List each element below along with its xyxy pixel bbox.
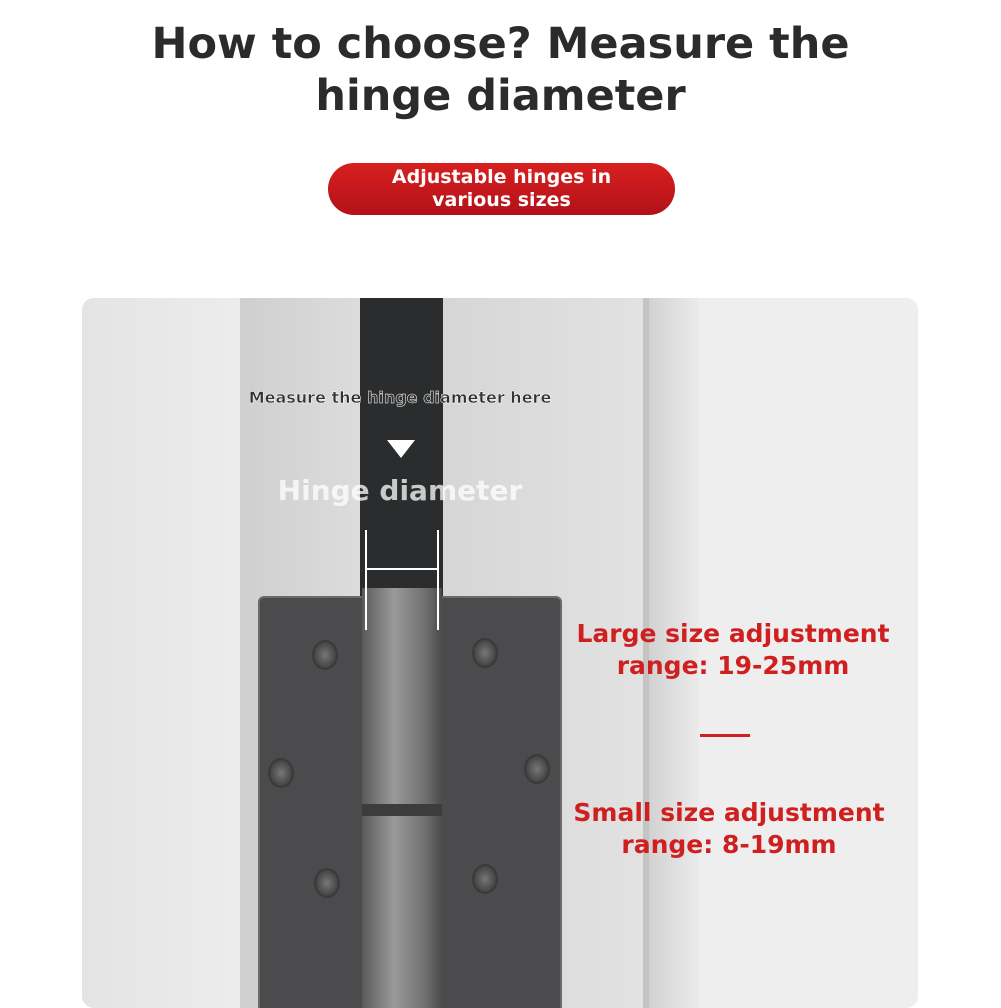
screw-icon <box>472 638 498 668</box>
sizes-badge <box>328 163 675 215</box>
title-line-2: hinge diameter <box>315 71 686 121</box>
screw-icon <box>314 868 340 898</box>
measure-line <box>365 568 439 570</box>
title-line-1: How to choose? Measure the <box>151 19 850 69</box>
measure-label: Measure the hinge diameter here <box>248 388 552 407</box>
large-size-text <box>553 618 913 682</box>
large-line-2: range: 19-25mm <box>616 651 850 680</box>
screw-icon <box>268 758 294 788</box>
screw-icon <box>312 640 338 670</box>
measure-line-left <box>365 530 367 630</box>
measure-line-right <box>437 530 439 630</box>
diameter-label: Hinge diameter <box>277 474 523 507</box>
badge-text: Adjustable hinges in various sizes <box>391 166 612 211</box>
hinge-barrel <box>362 588 442 1008</box>
divider <box>700 734 750 737</box>
screw-icon <box>524 754 550 784</box>
small-line-2: range: 8-19mm <box>621 830 837 859</box>
screw-icon <box>472 864 498 894</box>
small-size-text <box>549 797 909 861</box>
arrow-down-icon <box>387 440 415 458</box>
page-title <box>0 18 1001 122</box>
small-line-1: Small size adjustment <box>573 798 885 827</box>
barrel-joint <box>362 804 442 816</box>
large-line-1: Large size adjustment <box>576 619 890 648</box>
